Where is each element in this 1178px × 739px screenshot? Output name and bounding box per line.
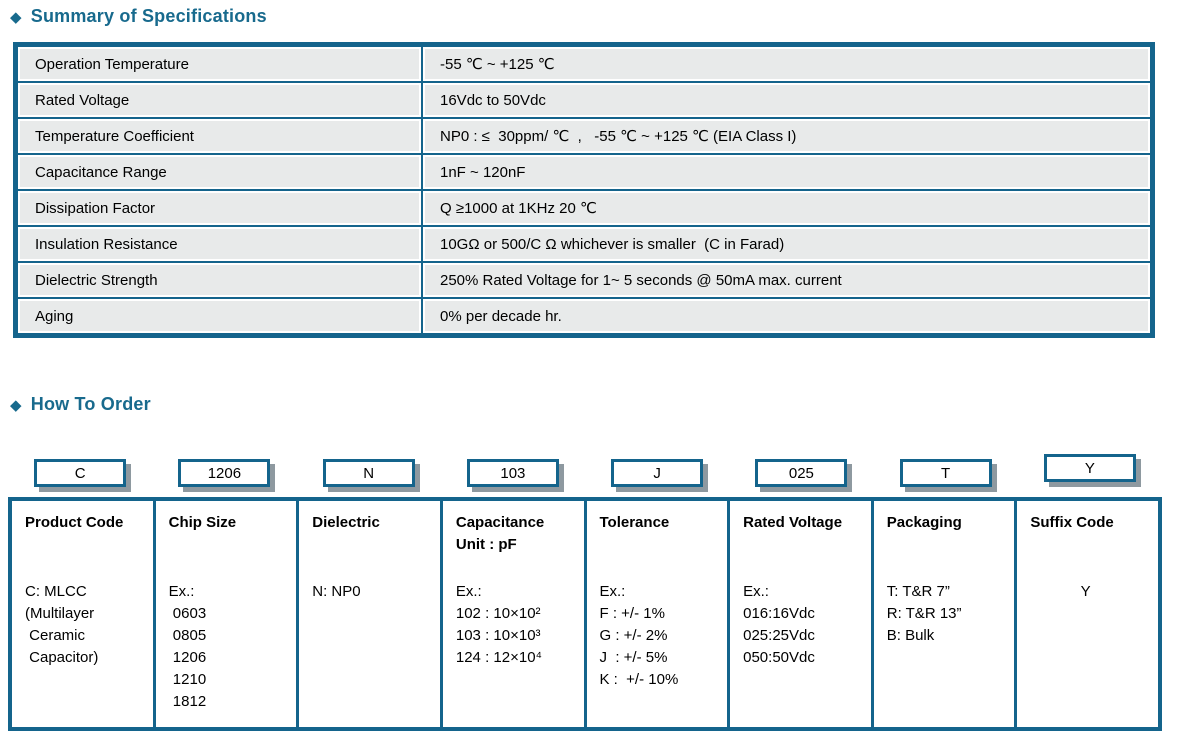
order-column-body bbox=[443, 578, 584, 669]
order-column-header: Chip Size bbox=[168, 514, 237, 531]
spec-row bbox=[18, 47, 1150, 81]
order-column-header: Rated Voltage bbox=[743, 514, 843, 531]
text-line: G : +/- 2% bbox=[599, 627, 668, 644]
spec-row bbox=[18, 263, 1150, 297]
code-slot bbox=[1018, 459, 1162, 499]
text-line: K : +/- 10% bbox=[599, 671, 679, 688]
spec-label: Temperature Coefficient bbox=[18, 119, 421, 153]
code-slot bbox=[297, 459, 441, 499]
order-column-body bbox=[12, 578, 153, 669]
text-line: 1210 bbox=[168, 671, 207, 688]
order-column-rated-voltage bbox=[730, 501, 871, 727]
code-slot bbox=[729, 459, 873, 499]
text-line: 050:50Vdc bbox=[743, 649, 815, 666]
text-line: J : +/- 5% bbox=[599, 649, 668, 666]
spec-value: 10GΩ or 500/C Ω whichever is smaller (C in Farad) bbox=[423, 227, 1150, 261]
order-column-header: Tolerance bbox=[599, 514, 670, 531]
text-line: 124 : 12×10⁴ bbox=[455, 649, 542, 666]
text-line: Ex.: bbox=[599, 583, 626, 600]
spec-value: 250% Rated Voltage for 1~ 5 seconds @ 50mA max. current bbox=[423, 263, 1150, 297]
specs-section-heading bbox=[10, 6, 267, 27]
code-box-chip-size: 1206 bbox=[178, 459, 270, 487]
code-box-packaging: T bbox=[900, 459, 992, 487]
spec-label: Operation Temperature bbox=[18, 47, 421, 81]
diamond-bullet-icon: ◆ bbox=[10, 396, 22, 414]
order-description-table bbox=[8, 497, 1162, 731]
text-line: 102 : 10×10² bbox=[455, 605, 541, 622]
order-column-header: Suffix Code bbox=[1030, 514, 1114, 531]
spec-row bbox=[18, 155, 1150, 189]
spec-value: 0% per decade hr. bbox=[423, 299, 1150, 333]
text-line: 016:16Vdc bbox=[743, 605, 815, 622]
spec-label: Rated Voltage bbox=[18, 83, 421, 117]
order-column-body bbox=[730, 578, 871, 669]
order-column-dielectric bbox=[299, 501, 440, 727]
spec-row bbox=[18, 83, 1150, 117]
code-slot bbox=[874, 459, 1018, 499]
spec-label: Insulation Resistance bbox=[18, 227, 421, 261]
text-line: Y bbox=[1080, 583, 1091, 600]
spec-value: 1nF ~ 120nF bbox=[423, 155, 1150, 189]
spec-label: Capacitance Range bbox=[18, 155, 421, 189]
code-slot bbox=[152, 459, 296, 499]
order-column-header: Packaging bbox=[886, 514, 962, 531]
text-line: Capacitor) bbox=[25, 649, 99, 666]
code-box-suffix: Y bbox=[1044, 454, 1136, 482]
text-line: Ex.: bbox=[168, 583, 195, 600]
text-line: (Multilayer bbox=[25, 605, 95, 622]
spec-label: Aging bbox=[18, 299, 421, 333]
spec-value: -55 ℃ ~ +125 ℃ bbox=[423, 47, 1150, 81]
text-line: 0603 bbox=[168, 605, 207, 622]
order-column-suffix-code bbox=[1017, 501, 1158, 727]
text-line: Ex.: bbox=[455, 583, 482, 600]
order-code-row bbox=[8, 459, 1162, 499]
order-column-header: Capacitance Unit : pF bbox=[455, 514, 545, 553]
spec-value: 16Vdc to 50Vdc bbox=[423, 83, 1150, 117]
spec-value: Q ≥1000 at 1KHz 20 ℃ bbox=[423, 191, 1150, 225]
order-column-body bbox=[874, 578, 1015, 647]
order-column-body bbox=[156, 578, 297, 713]
diamond-bullet-icon: ◆ bbox=[10, 8, 22, 26]
code-box-capacitance: 103 bbox=[467, 459, 559, 487]
text-line: Ex.: bbox=[743, 583, 769, 600]
spec-label: Dielectric Strength bbox=[18, 263, 421, 297]
order-section-heading bbox=[10, 394, 151, 415]
order-column-product-code bbox=[12, 501, 153, 727]
order-column-capacitance bbox=[443, 501, 584, 727]
code-slot bbox=[441, 459, 585, 499]
order-column-body bbox=[299, 578, 440, 603]
spec-label: Dissipation Factor bbox=[18, 191, 421, 225]
code-box-rated-voltage: 025 bbox=[755, 459, 847, 487]
spec-row bbox=[18, 227, 1150, 261]
spec-row bbox=[18, 191, 1150, 225]
text-line: T: T&R 7” bbox=[886, 583, 950, 600]
text-line: 1206 bbox=[168, 649, 207, 666]
text-line: 025:25Vdc bbox=[743, 627, 815, 644]
specs-section-title: Summary of Specifications bbox=[30, 6, 267, 26]
order-column-body bbox=[587, 578, 728, 691]
code-box-dielectric: N bbox=[323, 459, 415, 487]
code-box-tolerance: J bbox=[611, 459, 703, 487]
text-line: R: T&R 13” bbox=[886, 605, 962, 622]
order-column-body bbox=[1017, 578, 1158, 603]
specifications-table bbox=[13, 42, 1155, 338]
text-line: B: Bulk bbox=[886, 627, 935, 644]
order-column-packaging bbox=[874, 501, 1015, 727]
text-line: N: NP0 bbox=[312, 583, 361, 600]
text-line: F : +/- 1% bbox=[599, 605, 665, 622]
text-line: 0805 bbox=[168, 627, 207, 644]
text-line: 103 : 10×10³ bbox=[455, 627, 541, 644]
code-box-product: C bbox=[34, 459, 126, 487]
spec-row bbox=[18, 119, 1150, 153]
spec-value: NP0 : ≤ 30ppm/ ℃ , -55 ℃ ~ +125 ℃ (EIA Class I) bbox=[423, 119, 1150, 153]
code-slot bbox=[585, 459, 729, 499]
order-section-title: How To Order bbox=[30, 394, 151, 414]
spec-row bbox=[18, 299, 1150, 333]
order-column-header: Product Code bbox=[25, 514, 124, 531]
order-column-chip-size bbox=[156, 501, 297, 727]
text-line: 1812 bbox=[168, 693, 207, 710]
text-line: Ceramic bbox=[25, 627, 86, 644]
code-slot bbox=[8, 459, 152, 499]
text-line: C: MLCC bbox=[25, 583, 87, 600]
order-column-tolerance bbox=[587, 501, 728, 727]
order-column-header: Dielectric bbox=[312, 514, 380, 531]
